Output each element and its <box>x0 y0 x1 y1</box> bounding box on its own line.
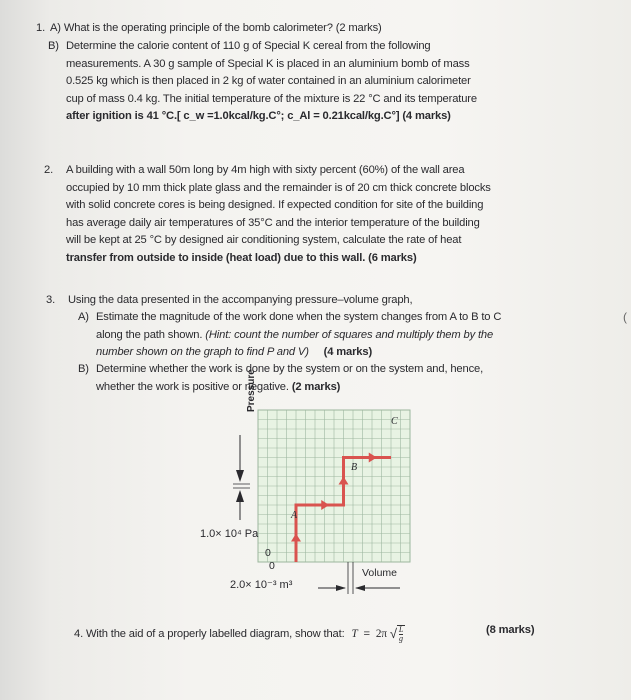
volume-axis-label: Volume <box>362 567 398 579</box>
question-1b-line: cup of mass 0.4 kg. The initial temperature of the mixture is 22 °C and its temperature <box>66 92 477 105</box>
question-2-line: with solid concrete cores is being designed. If expected condition for site of the building <box>66 199 484 212</box>
question-2-number: 2. <box>44 164 54 176</box>
question-3b-marks: (2 marks) <box>291 380 341 393</box>
question-3-number: 3. <box>46 294 56 306</box>
margin-mark: ( <box>623 310 627 324</box>
origin-volume-label: 0 <box>269 560 275 572</box>
volume-arrow-left-head <box>336 585 346 591</box>
question-1a-text: A) What is the operating principle of the bomb calorimeter? (2 marks) <box>50 22 382 34</box>
graph-grid <box>258 410 410 562</box>
question-2-line: A building with a wall 50m long by 4m high with sixty percent (60%) of the wall area <box>66 164 465 176</box>
question-4-number: 4. <box>74 627 84 640</box>
pressure-scale-label: 1.0× 10⁴ Pa <box>200 528 259 540</box>
point-a-label: A <box>291 510 298 521</box>
pressure-arrow-head <box>236 470 244 482</box>
sqrt-symbol: √ <box>389 626 397 642</box>
formula-lhs: T <box>351 627 358 640</box>
formula-fraction <box>397 625 405 643</box>
question-3b-label: B) <box>78 363 89 375</box>
question-3a-line2-text: along the path shown. <box>96 328 203 341</box>
question-3a-label: A) <box>78 311 89 323</box>
question-3b-line2-text: whether the work is positive or negative. <box>96 380 289 393</box>
formula-numerator: L <box>398 625 404 634</box>
volume-scale-label: 2.0× 10⁻³ m³ <box>230 579 293 591</box>
question-2-line: will be kept at 25 °C by designed air conditioning system, calculate the rate of heat <box>66 234 462 247</box>
question-4 <box>74 625 494 644</box>
formula-coefficient: 2π <box>375 627 387 640</box>
question-3a-marks: (4 marks) <box>323 346 373 359</box>
question-3-intro: Using the data presented in the accompanying pressure–volume graph, <box>68 294 413 306</box>
question-2-line: occupied by 10 mm thick plate glass and the remainder is of 20 cm thick concrete blocks <box>66 181 491 194</box>
question-4-text: With the aid of a properly labelled diagram, show that: <box>86 627 345 640</box>
point-c-label: C <box>391 416 398 427</box>
question-3b-line: Determine whether the work is done by the system or on the system and, hence, <box>96 363 484 375</box>
question-1b-line: 0.525 kg which is then placed in 2 kg of water contained in an aluminium calorimeter <box>66 75 471 88</box>
formula-equals: = <box>363 627 370 640</box>
question-3a-line: Estimate the magnitude of the work done when the system changes from A to B to C <box>96 311 502 323</box>
question-2-line: transfer from outside to inside (heat load) due to this wall. (6 marks) <box>66 251 417 264</box>
volume-arrow-right-head <box>355 585 365 591</box>
pressure-arrow-head-lower <box>236 490 244 502</box>
question-4-marks: (8 marks) <box>486 624 535 636</box>
question-1-number: 1. <box>36 22 46 34</box>
pressure-axis-label: Pressure <box>246 369 257 412</box>
question-1b-line: Determine the calorie content of 110 g of Special K cereal from the following <box>66 40 431 52</box>
point-b-label: B <box>351 462 358 473</box>
origin-pressure-label: 0 <box>265 547 271 559</box>
question-1b-label: B) <box>48 40 59 52</box>
formula-denominator: g <box>399 634 403 643</box>
question-3a-hint-2: number shown on the graph to find P and V) <box>96 346 309 359</box>
question-1b-line: after ignition is 41 °C.[ c_w =1.0kcal/kg.C°; c_Al = 0.21kcal/kg.C°] (4 marks) <box>66 110 451 123</box>
question-1b-line: measurements. A 30 g sample of Special K is placed in an aluminium bomb of mass <box>66 57 470 70</box>
question-3a-hint: (Hint: count the number of squares and multiply them by the <box>205 328 494 341</box>
question-2-line: has average daily air temperatures of 35°C and the interior temperature of the building <box>66 216 480 229</box>
